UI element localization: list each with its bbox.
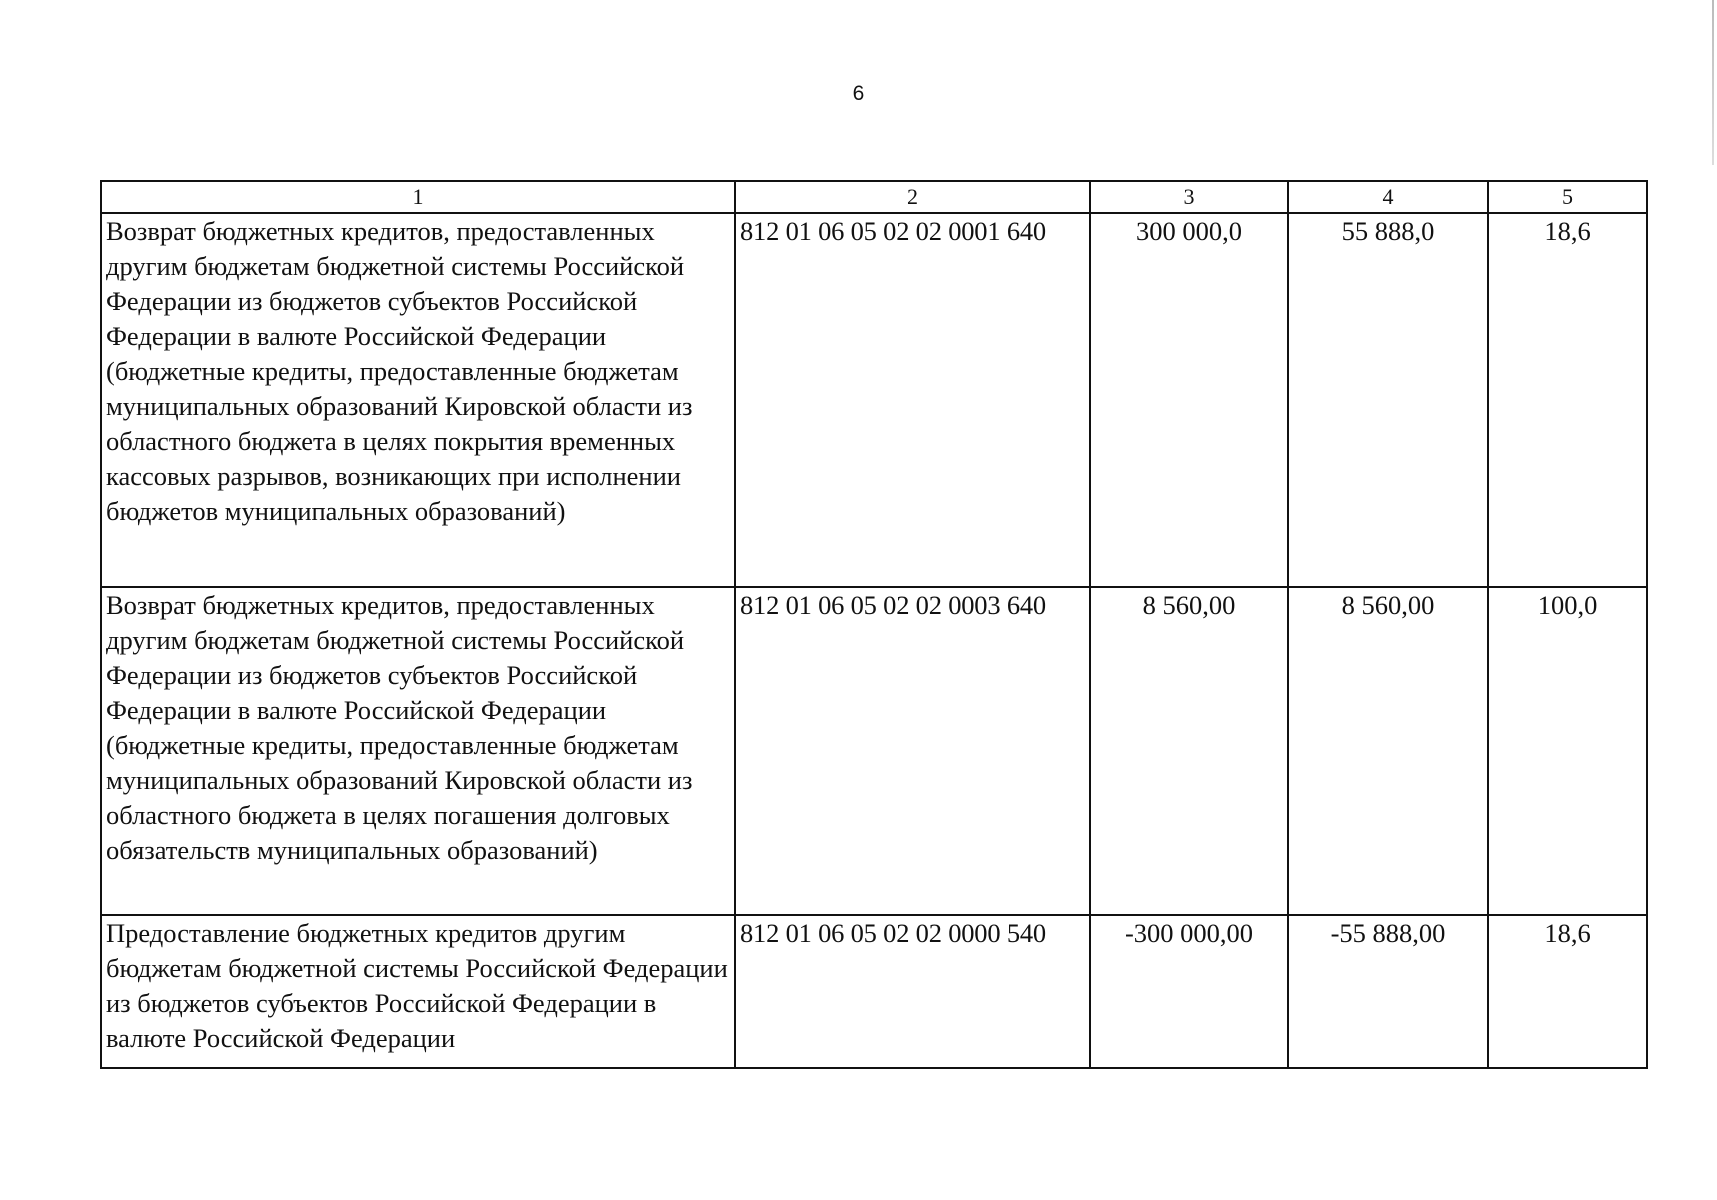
- row-budget-code: 812 01 06 05 02 02 0001 640: [735, 213, 1090, 587]
- row-col3-value: 8 560,00: [1090, 587, 1288, 915]
- row-col5-value: 100,0: [1488, 587, 1647, 915]
- row-col5-value: 18,6: [1488, 915, 1647, 1068]
- row-col3-value: 300 000,0: [1090, 213, 1288, 587]
- header-col-5: 5: [1488, 181, 1647, 213]
- header-col-1: 1: [101, 181, 735, 213]
- table-row: [101, 213, 1647, 587]
- row-budget-code: 812 01 06 05 02 02 0000 540: [735, 915, 1090, 1068]
- row-description: Возврат бюджетных кредитов, предоставленных другим бюджетам бюджетной системы Российской Федерации из бюджетов субъектов Российской Федерации в валюте Российской Федерации (бюджетные кредиты, предоставленные бюджетам муниципальных образований Кировской области из областного бюджета в целях погашения долговых обязательств муниципальных образований): [101, 587, 735, 915]
- header-col-2: 2: [735, 181, 1090, 213]
- row-budget-code: 812 01 06 05 02 02 0003 640: [735, 587, 1090, 915]
- budget-table: [100, 180, 1648, 1069]
- header-col-4: 4: [1288, 181, 1488, 213]
- row-col4-value: 8 560,00: [1288, 587, 1488, 915]
- row-col3-value: -300 000,00: [1090, 915, 1288, 1068]
- row-description: Предоставление бюджетных кредитов другим бюджетам бюджетной системы Российской Федерации из бюджетов субъектов Российской Федерации в валюте Российской Федерации: [101, 915, 735, 1068]
- row-col4-value: -55 888,00: [1288, 915, 1488, 1068]
- row-col4-value: 55 888,0: [1288, 213, 1488, 587]
- page-number: 6: [852, 82, 865, 105]
- row-col5-value: 18,6: [1488, 213, 1647, 587]
- table-row: [101, 915, 1647, 1068]
- table-header-row: [101, 181, 1647, 213]
- table-row: [101, 587, 1647, 915]
- row-description: Возврат бюджетных кредитов, предоставленных другим бюджетам бюджетной системы Российской Федерации из бюджетов субъектов Российской Федерации в валюте Российской Федерации (бюджетные кредиты, предоставленные бюджетам муниципальных образований Кировской области из областного бюджета в целях покрытия временных кассовых разрывов, возникающих при исполнении бюджетов муниципальных образований): [101, 213, 735, 587]
- header-col-3: 3: [1090, 181, 1288, 213]
